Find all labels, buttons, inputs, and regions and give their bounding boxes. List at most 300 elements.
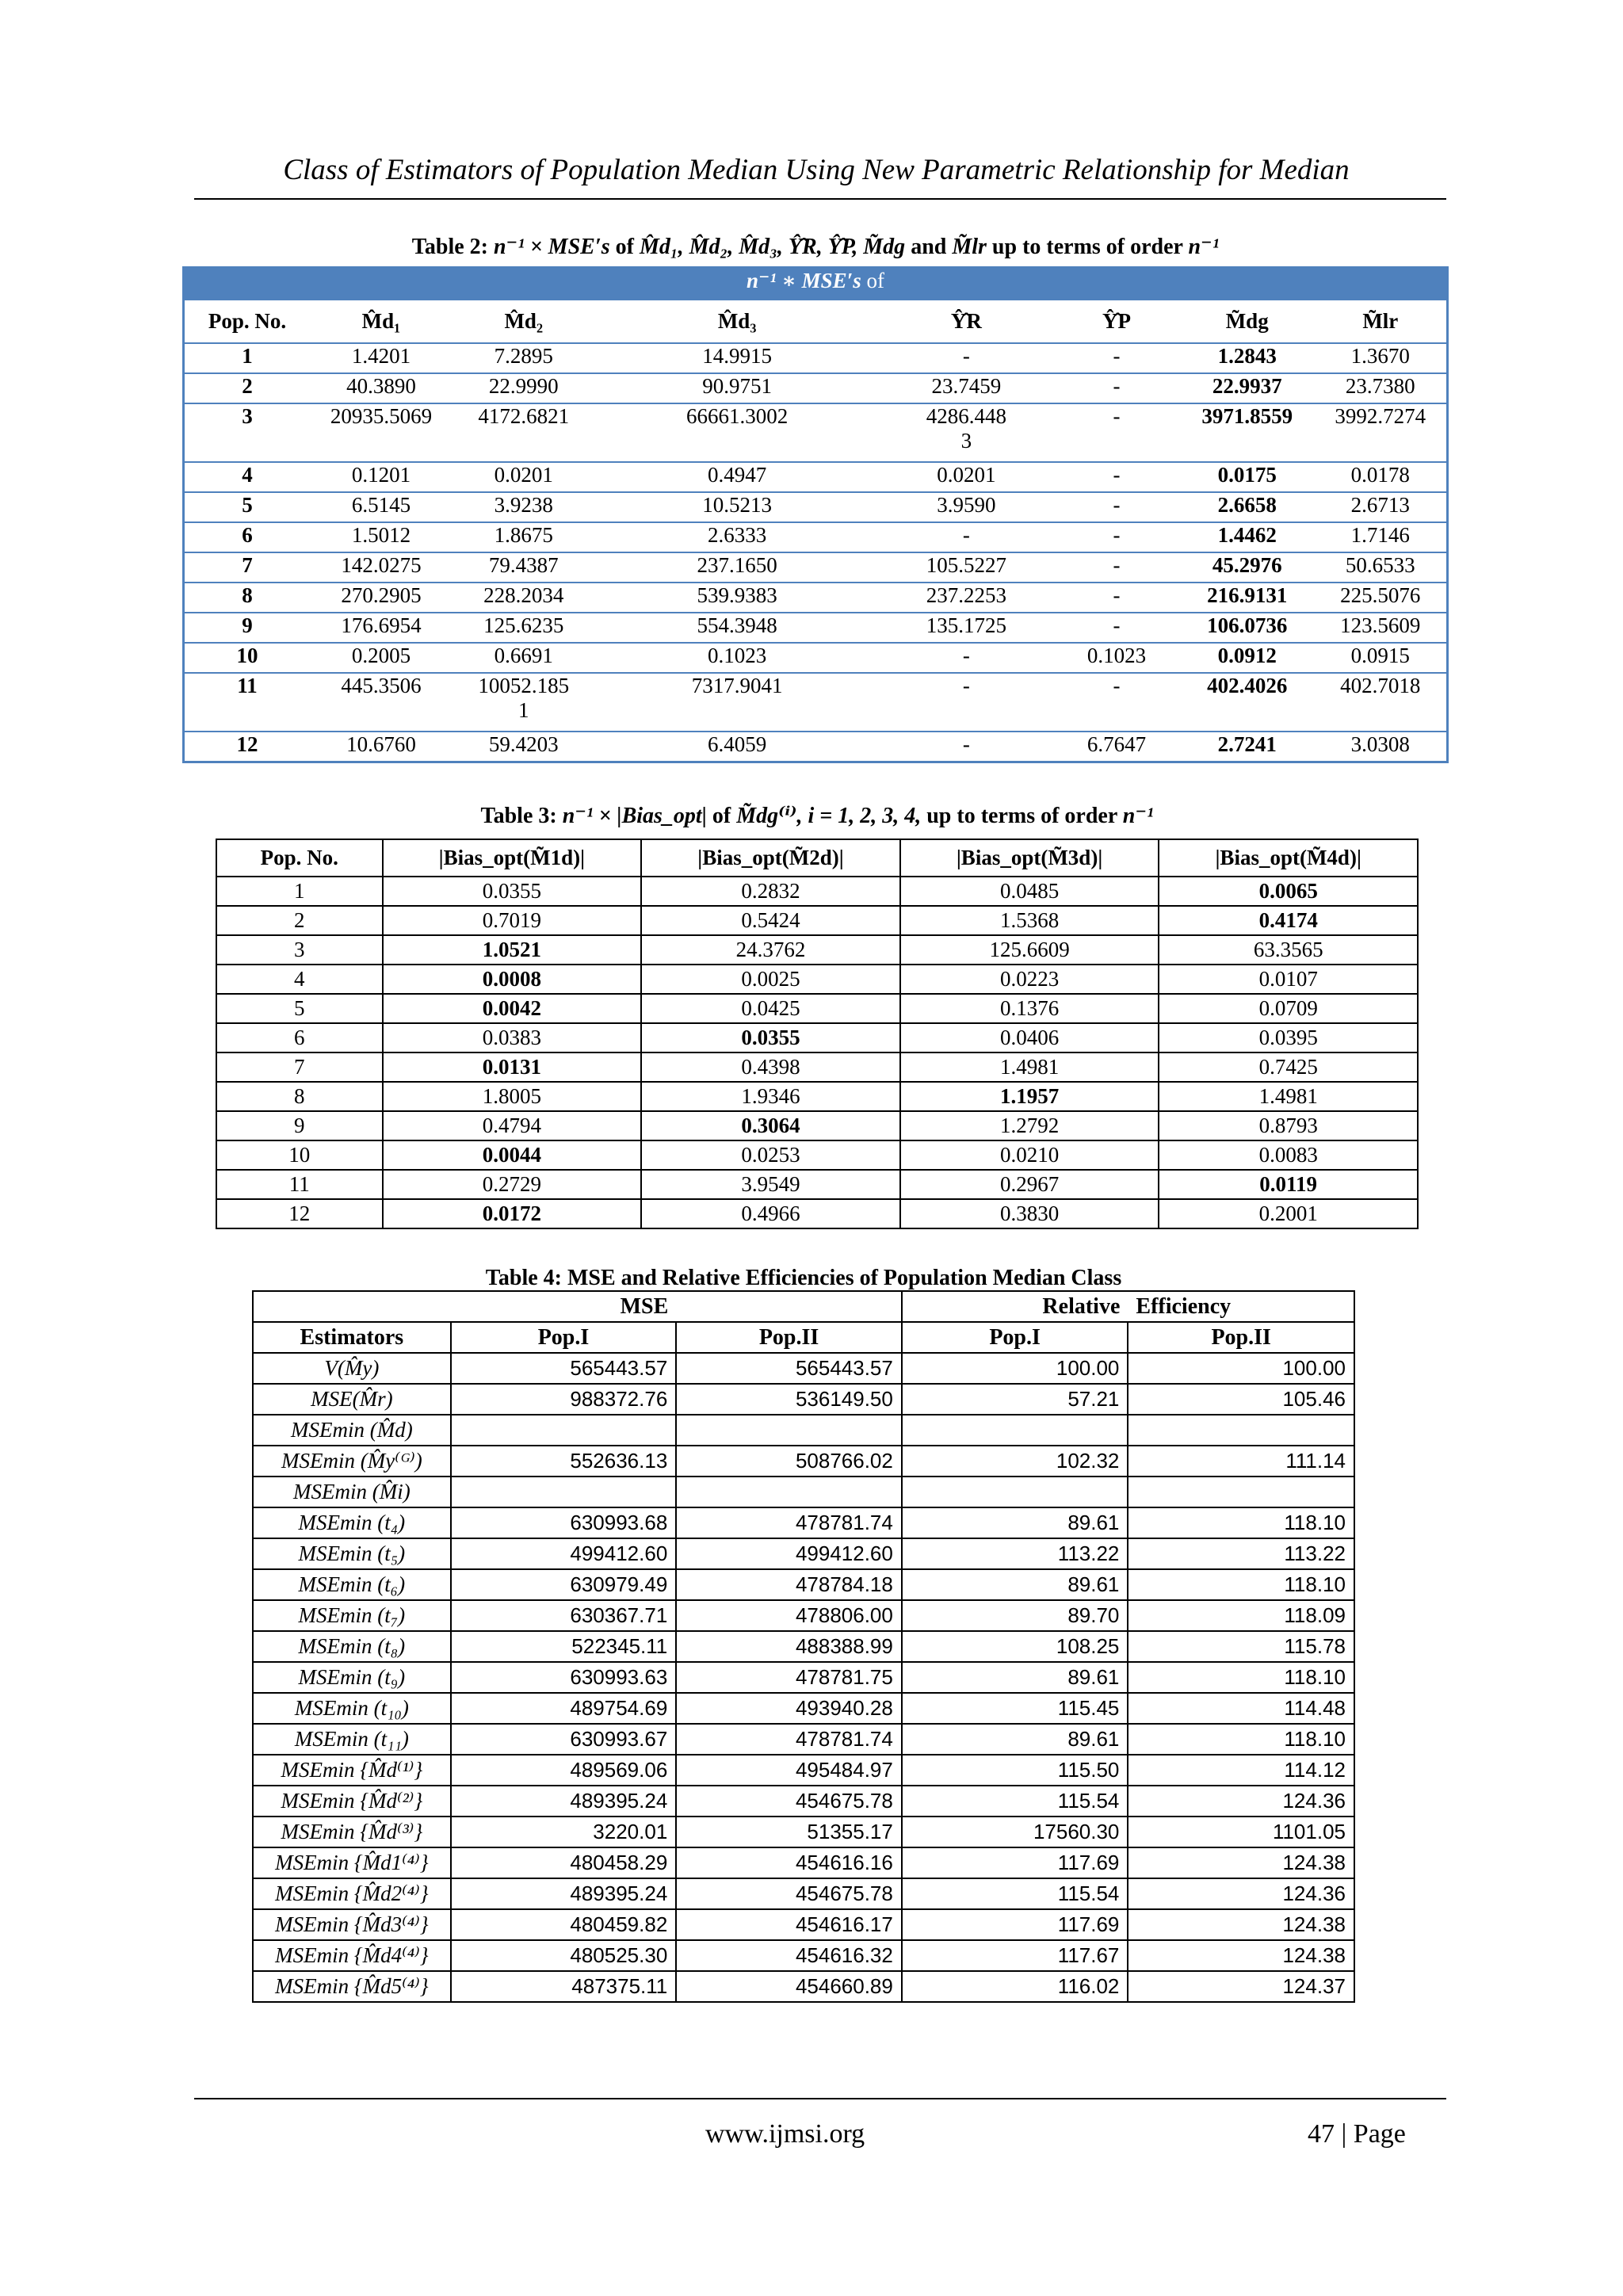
table3-cell: 0.2832 — [641, 877, 900, 906]
table3-col-header: Pop. No. — [216, 839, 383, 877]
table-row — [253, 1662, 1354, 1693]
table2-cell: 1.8675 — [453, 522, 595, 552]
table3-cell: 0.0119 — [1159, 1170, 1418, 1199]
table4-value: 478784.18 — [676, 1569, 902, 1600]
table2-caption-label: Table 2: — [411, 235, 494, 259]
table3-cell: 0.4174 — [1159, 906, 1418, 935]
table3-caption-of: of — [706, 804, 737, 828]
table-row — [253, 1569, 1354, 1600]
table4-value: 89.61 — [902, 1507, 1128, 1538]
table3-cell: 0.0355 — [383, 877, 642, 906]
table4-value: 478781.74 — [676, 1724, 902, 1755]
table3-pop-no: 6 — [216, 1023, 383, 1052]
table3-pop-no: 3 — [216, 935, 383, 965]
table4-value — [451, 1415, 677, 1446]
table2-cell: 176.6954 — [310, 613, 453, 643]
table4-col-header: Pop.II — [1128, 1322, 1354, 1353]
table3-cell: 0.5424 — [641, 906, 900, 935]
table2-cell: - — [880, 643, 1054, 673]
table4-value: 89.61 — [902, 1662, 1128, 1693]
table4-value: 89.61 — [902, 1569, 1128, 1600]
table4-col-header: Pop.I — [451, 1322, 677, 1353]
table-row — [253, 1786, 1354, 1817]
table2-cell: 4286.448 3 — [880, 403, 1054, 462]
table3-pop-no: 10 — [216, 1140, 383, 1170]
table4-value: 115.45 — [902, 1693, 1128, 1724]
table3-cell: 0.0383 — [383, 1023, 642, 1052]
table2-cell: 123.5609 — [1315, 613, 1448, 643]
table4-value: 124.37 — [1128, 1971, 1354, 2002]
table2-cell: 59.4203 — [453, 732, 595, 762]
table2-cell: 0.0175 — [1180, 462, 1315, 492]
table4-estimator: MSEmin {M̂d5⁽⁴⁾} — [253, 1971, 451, 2002]
table2-cell: - — [880, 732, 1054, 762]
table2-cell: - — [1053, 522, 1180, 552]
table2 — [182, 266, 1449, 763]
table3-cell: 1.9346 — [641, 1082, 900, 1111]
table2-cell: - — [1053, 583, 1180, 613]
table2-cell: 3.0308 — [1315, 732, 1448, 762]
table3-col-header: |Bias_opt(M̃2d)| — [641, 839, 900, 877]
table2-cell: 50.6533 — [1315, 552, 1448, 583]
table4-col-header: Estimators — [253, 1322, 451, 1353]
table3-cell: 0.0425 — [641, 994, 900, 1023]
table3-cell: 1.4981 — [1159, 1082, 1418, 1111]
table3-cell: 0.0131 — [383, 1052, 642, 1082]
table4-value: 565443.57 — [676, 1353, 902, 1384]
table2-cell: 40.3890 — [310, 373, 453, 403]
table2-cell: 0.2005 — [310, 643, 453, 673]
table4-value: 57.21 — [902, 1384, 1128, 1415]
table4-estimator: MSEmin {M̂d⁽¹⁾} — [253, 1755, 451, 1786]
table2-cell: - — [1053, 462, 1180, 492]
table4-value: 116.02 — [902, 1971, 1128, 2002]
table3-cell: 0.0107 — [1159, 965, 1418, 994]
table2-cell: 0.0178 — [1315, 462, 1448, 492]
table4-body — [253, 1353, 1354, 2002]
table2-cell: 0.0912 — [1180, 643, 1315, 673]
table2-caption-lr: M̃lr — [952, 235, 987, 259]
table2-cell: 237.1650 — [595, 552, 880, 583]
table4-value: 489395.24 — [451, 1878, 677, 1909]
table2-cell: 2.7241 — [1180, 732, 1315, 762]
table4-estimator: MSEmin (t₆) — [253, 1569, 451, 1600]
table2-cell: 3971.8559 — [1180, 403, 1315, 462]
table2-cell: 1.5012 — [310, 522, 453, 552]
table2-cell: 79.4387 — [453, 552, 595, 583]
table-row — [184, 643, 1448, 673]
table4-value: 115.54 — [902, 1878, 1128, 1909]
table3-cell: 0.0008 — [383, 965, 642, 994]
table4-value: 487375.11 — [451, 1971, 677, 2002]
table4-value: 117.69 — [902, 1847, 1128, 1878]
table3-col-header: |Bias_opt(M̃3d)| — [900, 839, 1159, 877]
table4-value: 630979.49 — [451, 1569, 677, 1600]
table4-group-efficiency: Efficiency — [1128, 1291, 1354, 1322]
table2-cell: 6.4059 — [595, 732, 880, 762]
table2-cell: 0.1023 — [1053, 643, 1180, 673]
table4-value: 988372.76 — [451, 1384, 677, 1415]
table-row — [216, 1023, 1418, 1052]
table3-cell: 0.1376 — [900, 994, 1159, 1023]
table2-pop-no: 9 — [184, 613, 311, 643]
table2-caption-order: n⁻¹ — [1188, 235, 1220, 259]
table4-value: 499412.60 — [676, 1538, 902, 1569]
table2-col-header: Ŷ̂P — [1053, 300, 1180, 343]
table4-group-row — [253, 1291, 1354, 1322]
running-header: Class of Estimators of Population Median Using New Parametric Relationship for Median — [283, 154, 1350, 186]
table3-cell: 0.0485 — [900, 877, 1159, 906]
table4-estimator: MSEmin {M̂d1⁽⁴⁾} — [253, 1847, 451, 1878]
table4-value — [1128, 1477, 1354, 1507]
table3-col-header: |Bias_opt(M̃1d)| — [383, 839, 642, 877]
table-row — [216, 935, 1418, 965]
table3-cell: 0.4794 — [383, 1111, 642, 1140]
table3-cell: 0.2967 — [900, 1170, 1159, 1199]
table4-value: 536149.50 — [676, 1384, 902, 1415]
table2-cell: 22.9990 — [453, 373, 595, 403]
table4-value — [676, 1477, 902, 1507]
table-row — [253, 1940, 1354, 1971]
table2-cell: 6.5145 — [310, 492, 453, 522]
table4-value: 630993.63 — [451, 1662, 677, 1693]
table2-cell: 22.9937 — [1180, 373, 1315, 403]
table-row — [184, 673, 1448, 732]
table3-pop-no: 1 — [216, 877, 383, 906]
table2-cell: - — [880, 522, 1054, 552]
table-row — [253, 1477, 1354, 1507]
table2-cell: 0.0201 — [453, 462, 595, 492]
table-row — [184, 583, 1448, 613]
table-row — [216, 877, 1418, 906]
table-row — [253, 1847, 1354, 1878]
table4-value: 522345.11 — [451, 1631, 677, 1662]
table2-cell: 1.7146 — [1315, 522, 1448, 552]
table-row — [216, 1170, 1418, 1199]
table4-value: 111.14 — [1128, 1446, 1354, 1477]
table4-value: 100.00 — [902, 1353, 1128, 1384]
table4-estimator: MSEmin {M̂d4⁽⁴⁾} — [253, 1940, 451, 1971]
table4-value: 552636.13 — [451, 1446, 677, 1477]
table4-value: 114.48 — [1128, 1693, 1354, 1724]
table4-estimator: MSEmin (M̂d) — [253, 1415, 451, 1446]
table2-pop-no: 4 — [184, 462, 311, 492]
table4-value — [1128, 1415, 1354, 1446]
table-row — [216, 906, 1418, 935]
table-row — [216, 1199, 1418, 1228]
table3-cell: 1.1957 — [900, 1082, 1159, 1111]
table2-pop-no: 3 — [184, 403, 311, 462]
table2-caption-of: of — [609, 235, 640, 259]
table3-caption — [216, 802, 1419, 829]
table2-caption-and: and — [905, 235, 953, 259]
table-row — [184, 343, 1448, 373]
table2-cell: - — [1053, 403, 1180, 462]
table3-cell: 0.0406 — [900, 1023, 1159, 1052]
table-row — [253, 1909, 1354, 1940]
table4-estimator: MSEmin (t₈) — [253, 1631, 451, 1662]
table2-cell: 270.2905 — [310, 583, 453, 613]
table4-value: 454616.32 — [676, 1940, 902, 1971]
table4-value: 117.67 — [902, 1940, 1128, 1971]
table2-cell: 10.5213 — [595, 492, 880, 522]
table3-cell: 24.3762 — [641, 935, 900, 965]
table-row — [184, 552, 1448, 583]
table4-value: 89.70 — [902, 1600, 1128, 1631]
table2-cell: 0.6691 — [453, 643, 595, 673]
table-row — [216, 1052, 1418, 1082]
table3-cell: 1.0521 — [383, 935, 642, 965]
table2-cell: 2.6658 — [1180, 492, 1315, 522]
table4-value: 100.00 — [1128, 1353, 1354, 1384]
table2-cell: 445.3506 — [310, 673, 453, 732]
table4-estimator: MSEmin (t₇) — [253, 1600, 451, 1631]
table3-cell: 1.5368 — [900, 906, 1159, 935]
table3-cell: 0.0223 — [900, 965, 1159, 994]
table2-cell: 0.1023 — [595, 643, 880, 673]
table3-pop-no: 4 — [216, 965, 383, 994]
table4-value: 124.36 — [1128, 1786, 1354, 1817]
table-row — [216, 1082, 1418, 1111]
table2-cell: 228.2034 — [453, 583, 595, 613]
table3-pop-no: 9 — [216, 1111, 383, 1140]
table4-value — [902, 1477, 1128, 1507]
table2-cell: 402.4026 — [1180, 673, 1315, 732]
table4-value: 630367.71 — [451, 1600, 677, 1631]
table-row — [184, 613, 1448, 643]
table2-pop-no: 11 — [184, 673, 311, 732]
table4-estimator: MSEmin {M̂d⁽³⁾} — [253, 1817, 451, 1847]
table-row — [184, 462, 1448, 492]
table2-cell: 10.6760 — [310, 732, 453, 762]
table-row — [253, 1724, 1354, 1755]
table4-group-blank — [253, 1291, 451, 1322]
table3-pop-no: 2 — [216, 906, 383, 935]
table3-cell: 0.2729 — [383, 1170, 642, 1199]
table2-band — [184, 268, 1448, 300]
table3-body — [216, 877, 1418, 1228]
table4-value: 508766.02 — [676, 1446, 902, 1477]
table4-value: 478806.00 — [676, 1600, 902, 1631]
table2-cell: 7.2895 — [453, 343, 595, 373]
table2-cell: - — [880, 343, 1054, 373]
table-row — [253, 1971, 1354, 2002]
table-row — [253, 1446, 1354, 1477]
table-row — [253, 1353, 1354, 1384]
table2-cell: 2.6333 — [595, 522, 880, 552]
table4-value: 489754.69 — [451, 1693, 677, 1724]
table2-cell: 14.9915 — [595, 343, 880, 373]
table2-col-header: M̂d₂ — [453, 300, 595, 343]
table2-cell: 45.2976 — [1180, 552, 1315, 583]
table2-caption-math: n⁻¹ × MSE′s — [493, 235, 610, 259]
table3-cell: 0.0083 — [1159, 1140, 1418, 1170]
table4-estimator: MSEmin (M̂y⁽ᴳ⁾) — [253, 1446, 451, 1477]
table2-cell: 0.0915 — [1315, 643, 1448, 673]
table2-pop-no: 12 — [184, 732, 311, 762]
table2-col-header: Ŷ̂R — [880, 300, 1054, 343]
table4-value: 118.10 — [1128, 1569, 1354, 1600]
table4-value: 495484.97 — [676, 1755, 902, 1786]
table-row — [253, 1384, 1354, 1415]
table3-pop-no: 8 — [216, 1082, 383, 1111]
table3-cell: 1.8005 — [383, 1082, 642, 1111]
table4-value — [451, 1477, 677, 1507]
table3-cell: 0.0253 — [641, 1140, 900, 1170]
table2-col-header: M̃lr — [1315, 300, 1448, 343]
table2-cell: 402.7018 — [1315, 673, 1448, 732]
table3-caption-label: Table 3: — [480, 804, 563, 828]
table4-group-mse: MSE — [451, 1291, 677, 1322]
table2-cell: 0.0201 — [880, 462, 1054, 492]
table4-estimator: MSEmin (t₄) — [253, 1507, 451, 1538]
table3-caption-math: n⁻¹ × |Bias_opt| — [562, 804, 707, 828]
table3-cell: 1.4981 — [900, 1052, 1159, 1082]
table4-estimator: MSEmin {M̂d2⁽⁴⁾} — [253, 1878, 451, 1909]
table4-value: 480458.29 — [451, 1847, 677, 1878]
table2-caption-order-text: up to terms of order — [986, 235, 1189, 259]
table2-cell: 0.1201 — [310, 462, 453, 492]
table4-value: 113.22 — [902, 1538, 1128, 1569]
table3 — [216, 839, 1419, 1229]
table-row — [253, 1755, 1354, 1786]
table2-cell: 90.9751 — [595, 373, 880, 403]
table2-cell: 216.9131 — [1180, 583, 1315, 613]
table2-cell: 10052.185 1 — [453, 673, 595, 732]
table4-value: 115.54 — [902, 1786, 1128, 1817]
table2-band-row — [184, 268, 1448, 300]
table2-cell: 225.5076 — [1315, 583, 1448, 613]
table-row — [253, 1600, 1354, 1631]
table2-pop-no: 7 — [184, 552, 311, 583]
table3-cell: 63.3565 — [1159, 935, 1418, 965]
table4-value: 118.10 — [1128, 1507, 1354, 1538]
table2-cell: 142.0275 — [310, 552, 453, 583]
table4-group-relative: Relative — [902, 1291, 1128, 1322]
table4-value: 115.50 — [902, 1755, 1128, 1786]
table4-value: 1101.05 — [1128, 1817, 1354, 1847]
table4-col-header: Pop.I — [902, 1322, 1128, 1353]
table-row — [253, 1507, 1354, 1538]
table3-pop-no: 7 — [216, 1052, 383, 1082]
table4-estimator: MSEmin {M̂d⁽²⁾} — [253, 1786, 451, 1817]
table4-value: 478781.75 — [676, 1662, 902, 1693]
table2-cell: - — [1053, 492, 1180, 522]
footer-url: www.ijmsi.org — [705, 2119, 865, 2149]
table2-cell: - — [1053, 613, 1180, 643]
table2-cell: 2.6713 — [1315, 492, 1448, 522]
table2-cell: - — [1053, 673, 1180, 732]
table4-value: 630993.68 — [451, 1507, 677, 1538]
table4-value: 454616.16 — [676, 1847, 902, 1878]
table2-cell: 1.3670 — [1315, 343, 1448, 373]
table2-col-header: M̂d₃ — [595, 300, 880, 343]
table3-caption-order: n⁻¹ — [1122, 804, 1154, 828]
table4-value: 115.78 — [1128, 1631, 1354, 1662]
table4-value: 454675.78 — [676, 1786, 902, 1817]
table2-col-header: M̂d₁ — [310, 300, 453, 343]
table2-cell: 105.5227 — [880, 552, 1054, 583]
table-row — [216, 994, 1418, 1023]
table2-body — [184, 343, 1448, 762]
table4-estimator: V(M̂y) — [253, 1353, 451, 1384]
table3-col-header: |Bias_opt(M̃4d)| — [1159, 839, 1418, 877]
table-row — [216, 1111, 1418, 1140]
table4-value: 105.46 — [1128, 1384, 1354, 1415]
header-rule — [194, 198, 1446, 200]
table4 — [252, 1290, 1355, 2003]
table3-cell: 0.3830 — [900, 1199, 1159, 1228]
table2-caption-estimators: M̂d₁, M̂d₂, M̂d₃, Ŷ̂R, Ŷ̂P, M̃dg — [639, 235, 906, 259]
table4-value: 630993.67 — [451, 1724, 677, 1755]
table4-estimator: MSEmin (M̂i) — [253, 1477, 451, 1507]
table4-estimator: MSEmin (t₉) — [253, 1662, 451, 1693]
table-row — [253, 1538, 1354, 1569]
table4-value: 454616.17 — [676, 1909, 902, 1940]
table4-value: 117.69 — [902, 1909, 1128, 1940]
table2-col-header: Pop. No. — [184, 300, 311, 343]
footer-rule — [194, 2098, 1446, 2099]
table2-cell: 3992.7274 — [1315, 403, 1448, 462]
table4-value: 478781.74 — [676, 1507, 902, 1538]
table3-cell: 0.3064 — [641, 1111, 900, 1140]
table3-pop-no: 5 — [216, 994, 383, 1023]
table4-value: 488388.99 — [676, 1631, 902, 1662]
table2-caption — [182, 233, 1449, 260]
table4-value: 17560.30 — [902, 1817, 1128, 1847]
table3-cell: 0.0210 — [900, 1140, 1159, 1170]
table2-cell: 6.7647 — [1053, 732, 1180, 762]
table2-header-row — [184, 300, 1448, 343]
table4-value: 114.12 — [1128, 1755, 1354, 1786]
table4-value: 89.61 — [902, 1724, 1128, 1755]
table4-value: 493940.28 — [676, 1693, 902, 1724]
table3-cell: 0.0065 — [1159, 877, 1418, 906]
table-row — [184, 373, 1448, 403]
table4-value: 124.38 — [1128, 1847, 1354, 1878]
table4-value: 124.36 — [1128, 1878, 1354, 1909]
table4-value: 51355.17 — [676, 1817, 902, 1847]
table3-cell: 0.7425 — [1159, 1052, 1418, 1082]
table2-cell: 7317.9041 — [595, 673, 880, 732]
table4-group-blank2 — [676, 1291, 902, 1322]
table-row — [216, 965, 1418, 994]
table2-cell: 1.4201 — [310, 343, 453, 373]
table4-value: 118.09 — [1128, 1600, 1354, 1631]
table-row — [216, 1140, 1418, 1170]
table2-pop-no: 2 — [184, 373, 311, 403]
table2-cell: - — [1053, 343, 1180, 373]
table3-cell: 0.0395 — [1159, 1023, 1418, 1052]
table2-cell: - — [1053, 552, 1180, 583]
footer-page-number: 47 | Page — [1308, 2119, 1406, 2149]
table4-value: 489569.06 — [451, 1755, 677, 1786]
table2-cell: 3.9590 — [880, 492, 1054, 522]
table3-cell: 0.0172 — [383, 1199, 642, 1228]
table4-estimator: MSEmin (t₅) — [253, 1538, 451, 1569]
table2-cell: 125.6235 — [453, 613, 595, 643]
table2-cell: 1.4462 — [1180, 522, 1315, 552]
table2-cell: 20935.5069 — [310, 403, 453, 462]
table2-pop-no: 8 — [184, 583, 311, 613]
table3-cell: 0.0355 — [641, 1023, 900, 1052]
table4-value: 454660.89 — [676, 1971, 902, 2002]
table4-estimator: MSEmin (t₁₀) — [253, 1693, 451, 1724]
table2-pop-no: 1 — [184, 343, 311, 373]
table3-cell: 0.7019 — [383, 906, 642, 935]
table4-value: 108.25 — [902, 1631, 1128, 1662]
table4-value: 499412.60 — [451, 1538, 677, 1569]
